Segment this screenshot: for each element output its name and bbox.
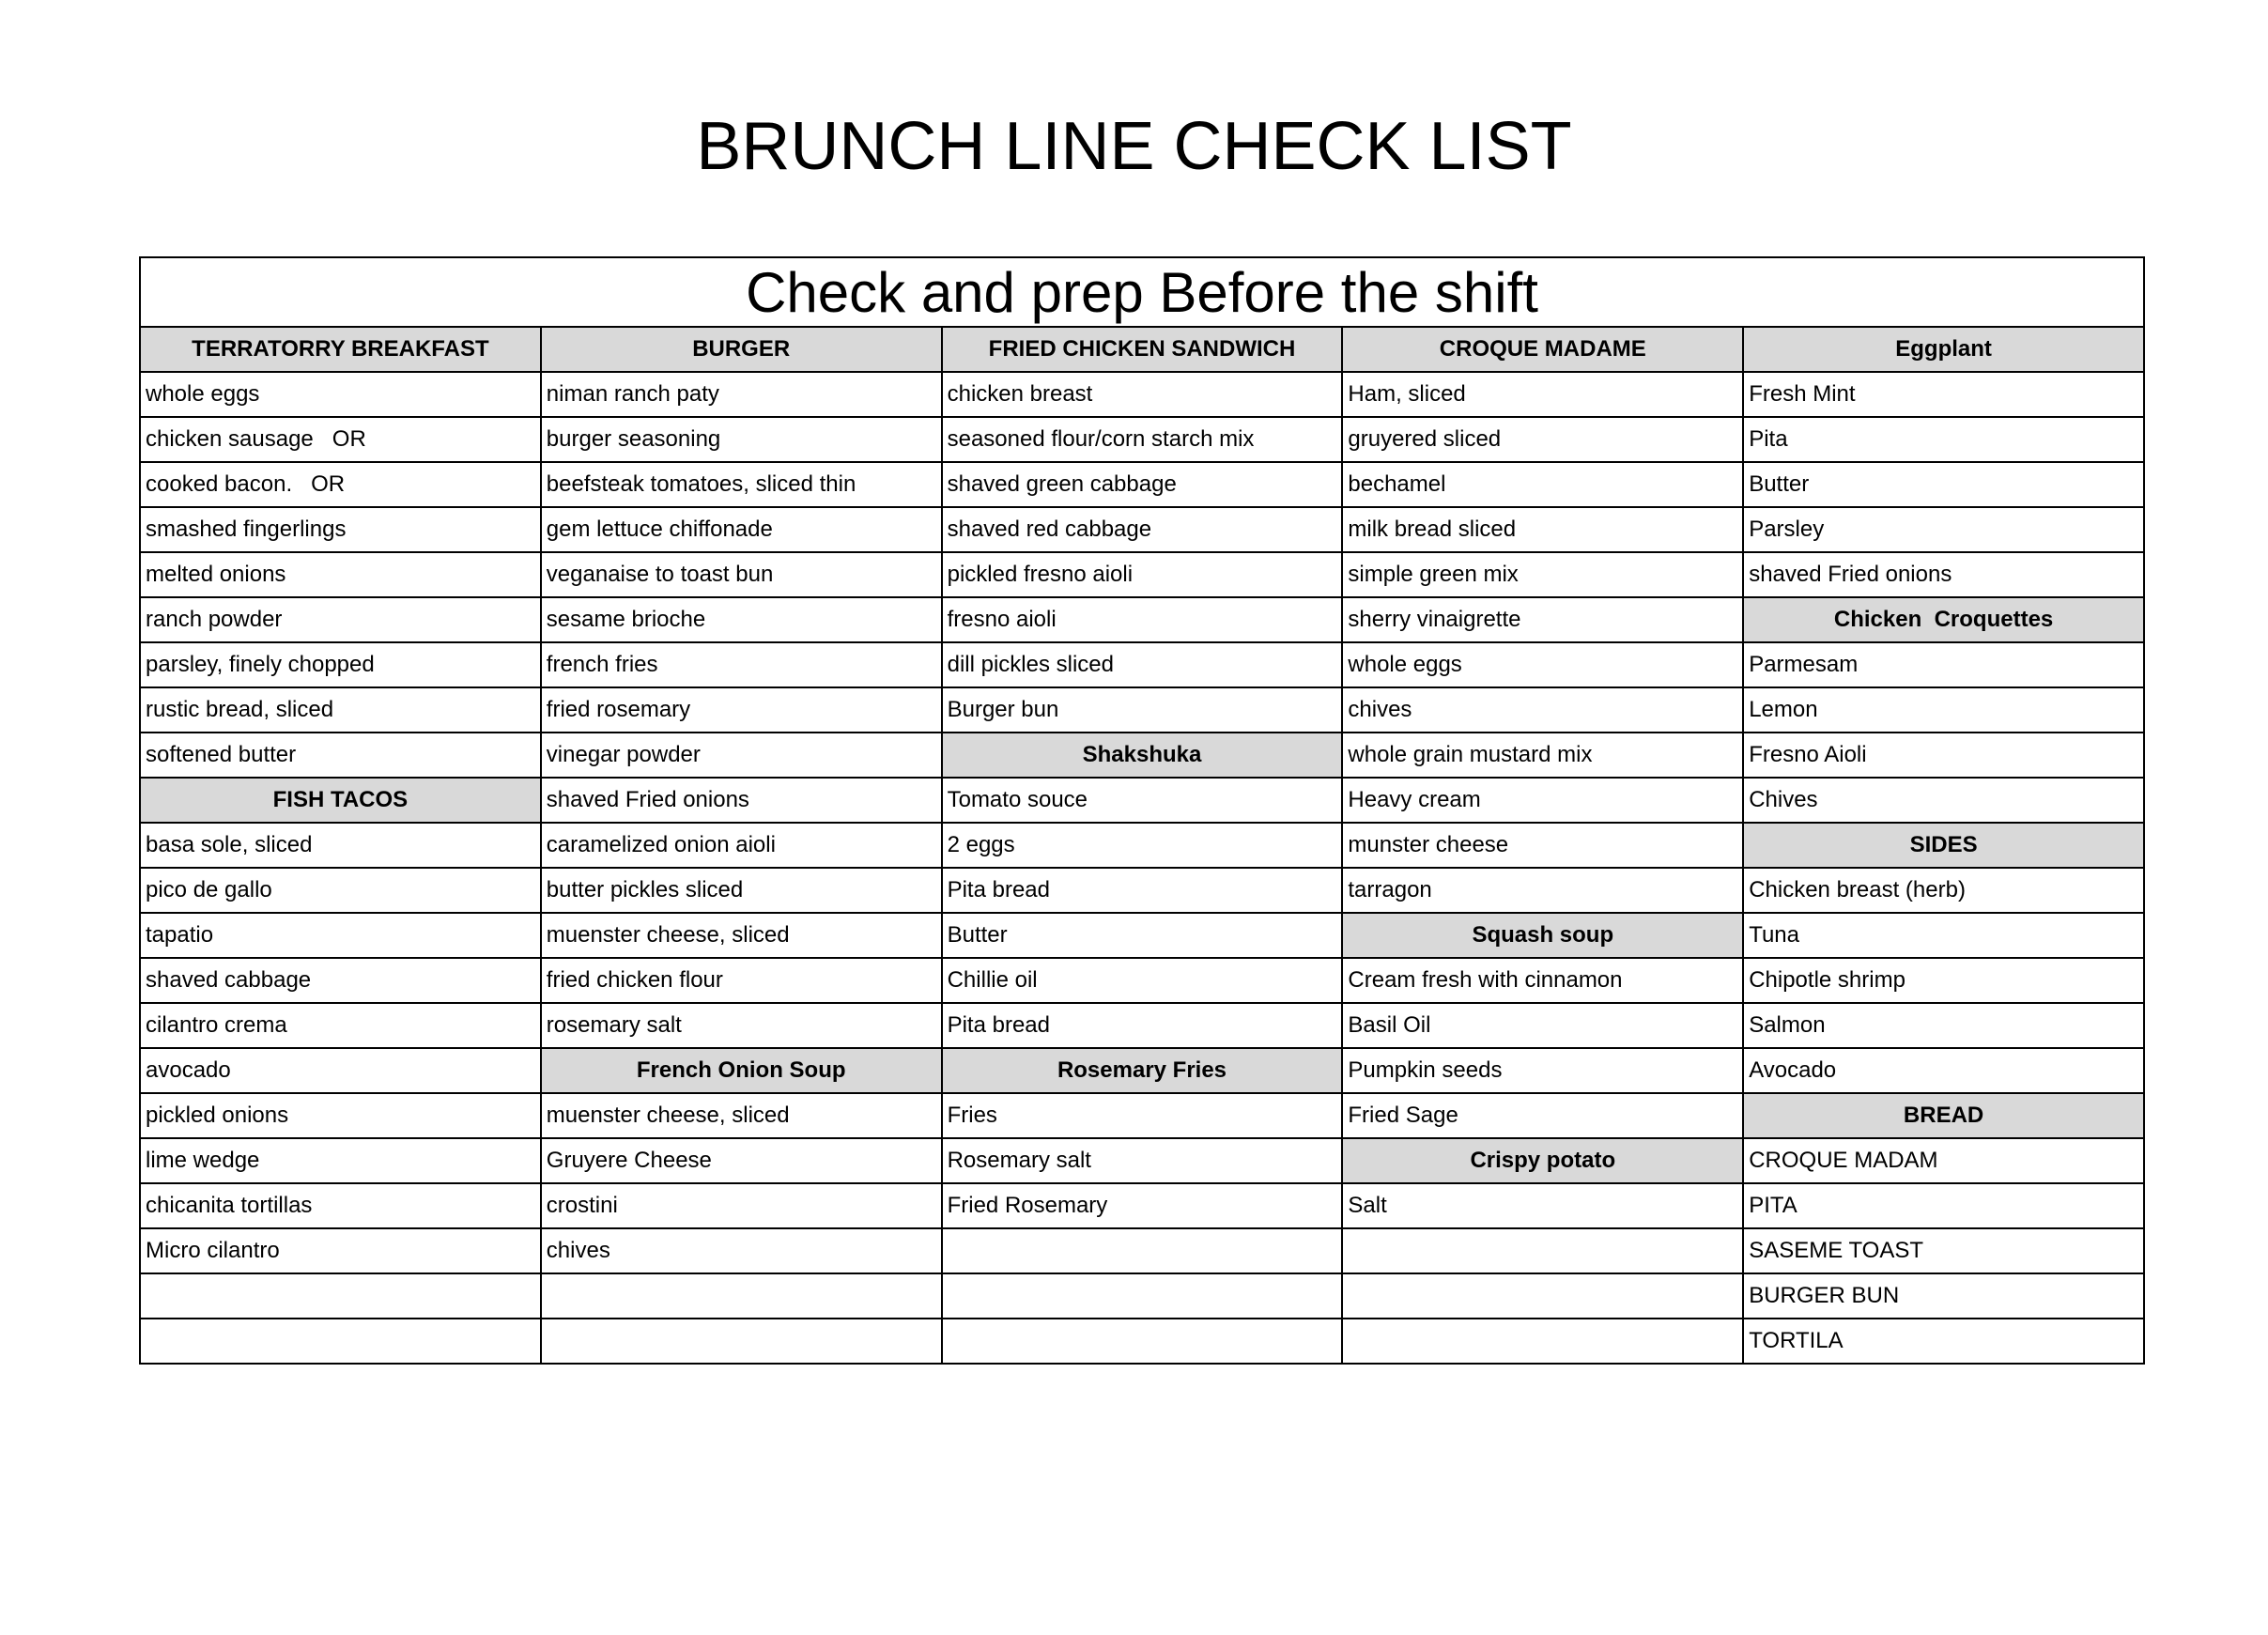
item-cell: shaved cabbage bbox=[140, 958, 541, 1003]
item-cell: fried rosemary bbox=[541, 687, 942, 733]
item-cell: tarragon bbox=[1342, 868, 1743, 913]
item-cell: muenster cheese, sliced bbox=[541, 913, 942, 958]
item-cell: beefsteak tomatoes, sliced thin bbox=[541, 462, 942, 507]
item-cell: Gruyere Cheese bbox=[541, 1138, 942, 1183]
item-cell: gruyered sliced bbox=[1342, 417, 1743, 462]
table-row bbox=[140, 1138, 2144, 1183]
item-cell: shaved green cabbage bbox=[942, 462, 1343, 507]
item-cell: seasoned flour/corn starch mix bbox=[942, 417, 1343, 462]
item-cell: chicken breast bbox=[942, 372, 1343, 417]
page-title: BRUNCH LINE CHECK LIST bbox=[696, 109, 1572, 184]
item-cell: Rosemary salt bbox=[942, 1138, 1343, 1183]
item-cell bbox=[140, 1319, 541, 1364]
table-row bbox=[140, 642, 2144, 687]
item-cell: basa sole, sliced bbox=[140, 823, 541, 868]
section-header-cell: TERRATORRY BREAKFAST bbox=[140, 327, 541, 372]
item-cell: lime wedge bbox=[140, 1138, 541, 1183]
item-cell: Cream fresh with cinnamon bbox=[1342, 958, 1743, 1003]
item-cell: CROQUE MADAM bbox=[1743, 1138, 2144, 1183]
item-cell: whole grain mustard mix bbox=[1342, 733, 1743, 778]
item-cell: Fried Sage bbox=[1342, 1093, 1743, 1138]
table-row bbox=[140, 1273, 2144, 1319]
item-cell: pickled onions bbox=[140, 1093, 541, 1138]
item-cell: milk bread sliced bbox=[1342, 507, 1743, 552]
item-cell: cilantro crema bbox=[140, 1003, 541, 1048]
item-cell: rosemary salt bbox=[541, 1003, 942, 1048]
section-header-cell: French Onion Soup bbox=[541, 1048, 942, 1093]
item-cell: Fresno Aioli bbox=[1743, 733, 2144, 778]
item-cell: chives bbox=[1342, 687, 1743, 733]
item-cell bbox=[942, 1319, 1343, 1364]
item-cell: Parmesam bbox=[1743, 642, 2144, 687]
item-cell: smashed fingerlings bbox=[140, 507, 541, 552]
table-row bbox=[140, 507, 2144, 552]
item-cell bbox=[1342, 1228, 1743, 1273]
item-cell: Chicken breast (herb) bbox=[1743, 868, 2144, 913]
table-row bbox=[140, 1048, 2144, 1093]
item-cell: Salt bbox=[1342, 1183, 1743, 1228]
table-subtitle: Check and prep Before the shift bbox=[140, 257, 2144, 327]
item-cell: Butter bbox=[1743, 462, 2144, 507]
item-cell: gem lettuce chiffonade bbox=[541, 507, 942, 552]
item-cell: whole eggs bbox=[140, 372, 541, 417]
item-cell: Chives bbox=[1743, 778, 2144, 823]
section-header-cell: FISH TACOS bbox=[140, 778, 541, 823]
item-cell: Fresh Mint bbox=[1743, 372, 2144, 417]
item-cell: TORTILA bbox=[1743, 1319, 2144, 1364]
item-cell: Butter bbox=[942, 913, 1343, 958]
table-row bbox=[140, 417, 2144, 462]
item-cell: sherry vinaigrette bbox=[1342, 597, 1743, 642]
table-row bbox=[140, 778, 2144, 823]
section-header-cell: BREAD bbox=[1743, 1093, 2144, 1138]
item-cell: veganaise to toast bun bbox=[541, 552, 942, 597]
item-cell: Salmon bbox=[1743, 1003, 2144, 1048]
section-header-cell: Shakshuka bbox=[942, 733, 1343, 778]
item-cell bbox=[942, 1273, 1343, 1319]
item-cell: Parsley bbox=[1743, 507, 2144, 552]
item-cell: pico de gallo bbox=[140, 868, 541, 913]
item-cell: Ham, sliced bbox=[1342, 372, 1743, 417]
item-cell: Fries bbox=[942, 1093, 1343, 1138]
section-header-cell: CROQUE MADAME bbox=[1342, 327, 1743, 372]
table-row bbox=[140, 1319, 2144, 1364]
item-cell: Avocado bbox=[1743, 1048, 2144, 1093]
item-cell: Lemon bbox=[1743, 687, 2144, 733]
item-cell: Basil Oil bbox=[1342, 1003, 1743, 1048]
item-cell: sesame brioche bbox=[541, 597, 942, 642]
item-cell: softened butter bbox=[140, 733, 541, 778]
item-cell: SASEME TOAST bbox=[1743, 1228, 2144, 1273]
table-row bbox=[140, 958, 2144, 1003]
section-header-cell: Chicken Croquettes bbox=[1743, 597, 2144, 642]
item-cell: crostini bbox=[541, 1183, 942, 1228]
item-cell: chives bbox=[541, 1228, 942, 1273]
item-cell: whole eggs bbox=[1342, 642, 1743, 687]
item-cell: Chipotle shrimp bbox=[1743, 958, 2144, 1003]
item-cell: Micro cilantro bbox=[140, 1228, 541, 1273]
section-header-cell: SIDES bbox=[1743, 823, 2144, 868]
item-cell: parsley, finely chopped bbox=[140, 642, 541, 687]
item-cell: shaved Fried onions bbox=[541, 778, 942, 823]
item-cell bbox=[140, 1273, 541, 1319]
item-cell: Pumpkin seeds bbox=[1342, 1048, 1743, 1093]
item-cell: butter pickles sliced bbox=[541, 868, 942, 913]
item-cell: Pita bread bbox=[942, 1003, 1343, 1048]
table-row bbox=[140, 868, 2144, 913]
item-cell: Chillie oil bbox=[942, 958, 1343, 1003]
table-row bbox=[140, 597, 2144, 642]
item-cell: niman ranch paty bbox=[541, 372, 942, 417]
item-cell: chicanita tortillas bbox=[140, 1183, 541, 1228]
section-header-cell: FRIED CHICKEN SANDWICH bbox=[942, 327, 1343, 372]
item-cell: tapatio bbox=[140, 913, 541, 958]
item-cell: avocado bbox=[140, 1048, 541, 1093]
item-cell: Tuna bbox=[1743, 913, 2144, 958]
table-row bbox=[140, 552, 2144, 597]
item-cell: muenster cheese, sliced bbox=[541, 1093, 942, 1138]
item-cell: shaved Fried onions bbox=[1743, 552, 2144, 597]
item-cell: ranch powder bbox=[140, 597, 541, 642]
item-cell: PITA bbox=[1743, 1183, 2144, 1228]
item-cell: Pita bread bbox=[942, 868, 1343, 913]
table-row bbox=[140, 687, 2144, 733]
table-row bbox=[140, 823, 2144, 868]
item-cell: Tomato souce bbox=[942, 778, 1343, 823]
item-cell: Fried Rosemary bbox=[942, 1183, 1343, 1228]
item-cell: shaved red cabbage bbox=[942, 507, 1343, 552]
item-cell: BURGER BUN bbox=[1743, 1273, 2144, 1319]
item-cell: Pita bbox=[1743, 417, 2144, 462]
section-header-cell: BURGER bbox=[541, 327, 942, 372]
item-cell bbox=[1342, 1319, 1743, 1364]
table-row bbox=[140, 1093, 2144, 1138]
item-cell: simple green mix bbox=[1342, 552, 1743, 597]
item-cell: cooked bacon. OR bbox=[140, 462, 541, 507]
item-cell bbox=[942, 1228, 1343, 1273]
item-cell: Burger bun bbox=[942, 687, 1343, 733]
section-header-cell: Squash soup bbox=[1342, 913, 1743, 958]
table-row bbox=[140, 327, 2144, 372]
item-cell: vinegar powder bbox=[541, 733, 942, 778]
section-header-cell: Rosemary Fries bbox=[942, 1048, 1343, 1093]
item-cell: munster cheese bbox=[1342, 823, 1743, 868]
item-cell: chicken sausage OR bbox=[140, 417, 541, 462]
item-cell bbox=[541, 1319, 942, 1364]
item-cell bbox=[541, 1273, 942, 1319]
item-cell: pickled fresno aioli bbox=[942, 552, 1343, 597]
item-cell: melted onions bbox=[140, 552, 541, 597]
table-row bbox=[140, 1003, 2144, 1048]
item-cell: french fries bbox=[541, 642, 942, 687]
section-header-cell: Crispy potato bbox=[1342, 1138, 1743, 1183]
table-row bbox=[140, 462, 2144, 507]
item-cell: 2 eggs bbox=[942, 823, 1343, 868]
item-cell bbox=[1342, 1273, 1743, 1319]
section-header-cell: Eggplant bbox=[1743, 327, 2144, 372]
table-row bbox=[140, 913, 2144, 958]
item-cell: caramelized onion aioli bbox=[541, 823, 942, 868]
table-row bbox=[140, 372, 2144, 417]
table-row bbox=[140, 1183, 2144, 1228]
subtitle-row bbox=[140, 257, 2144, 327]
item-cell: bechamel bbox=[1342, 462, 1743, 507]
table-row bbox=[140, 733, 2144, 778]
table-row bbox=[140, 1228, 2144, 1273]
item-cell: Heavy cream bbox=[1342, 778, 1743, 823]
item-cell: fried chicken flour bbox=[541, 958, 942, 1003]
checklist-table bbox=[139, 256, 2145, 1365]
item-cell: rustic bread, sliced bbox=[140, 687, 541, 733]
item-cell: burger seasoning bbox=[541, 417, 942, 462]
item-cell: dill pickles sliced bbox=[942, 642, 1343, 687]
item-cell: fresno aioli bbox=[942, 597, 1343, 642]
